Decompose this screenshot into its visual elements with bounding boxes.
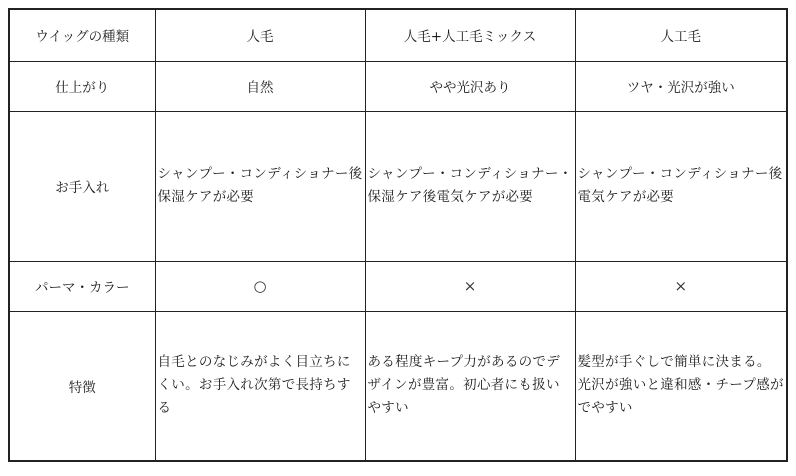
wig-comparison-table-wrapper: [8, 8, 786, 460]
table-cell: ツヤ・光沢が強い: [575, 61, 787, 111]
row-label-features: 特徴: [9, 311, 155, 461]
wig-comparison-table: [8, 8, 788, 462]
row-label-finish: 仕上がり: [9, 61, 155, 111]
cross-mark: ×: [575, 261, 787, 311]
table-cell: 自毛とのなじみがよく目立ちにくい。お手入れ次第で長持ちする: [155, 311, 365, 461]
table-cell: ある程度キープ力があるのでデザインが豊富。初心者にも扱いやすい: [365, 311, 575, 461]
table-cell: シャンプー・コンディショナー後電気ケアが必要: [575, 111, 787, 261]
row-label-perm-color: パーマ・カラー: [9, 261, 155, 311]
header-label-cell: ウイッグの種類: [9, 9, 155, 61]
header-cell-synthetic: 人工毛: [575, 9, 787, 61]
cross-mark: ×: [365, 261, 575, 311]
row-label-care: お手入れ: [9, 111, 155, 261]
table-cell: シャンプー・コンディショナー・保湿ケア後電気ケアが必要: [365, 111, 575, 261]
table-row-perm-color: [9, 261, 787, 311]
table-cell: やや光沢あり: [365, 61, 575, 111]
circle-mark: ○: [155, 261, 365, 311]
table-cell: 髪型が手ぐしで簡単に決まる。光沢が強いと違和感・チープ感がでやすい: [575, 311, 787, 461]
table-row-finish: [9, 61, 787, 111]
table-row-features: [9, 311, 787, 461]
table-cell: 自然: [155, 61, 365, 111]
table-cell: シャンプー・コンディショナー後保湿ケアが必要: [155, 111, 365, 261]
header-cell-mix: 人毛+人工毛ミックス: [365, 9, 575, 61]
header-cell-human-hair: 人毛: [155, 9, 365, 61]
table-row-care: [9, 111, 787, 261]
header-row: [9, 9, 787, 61]
